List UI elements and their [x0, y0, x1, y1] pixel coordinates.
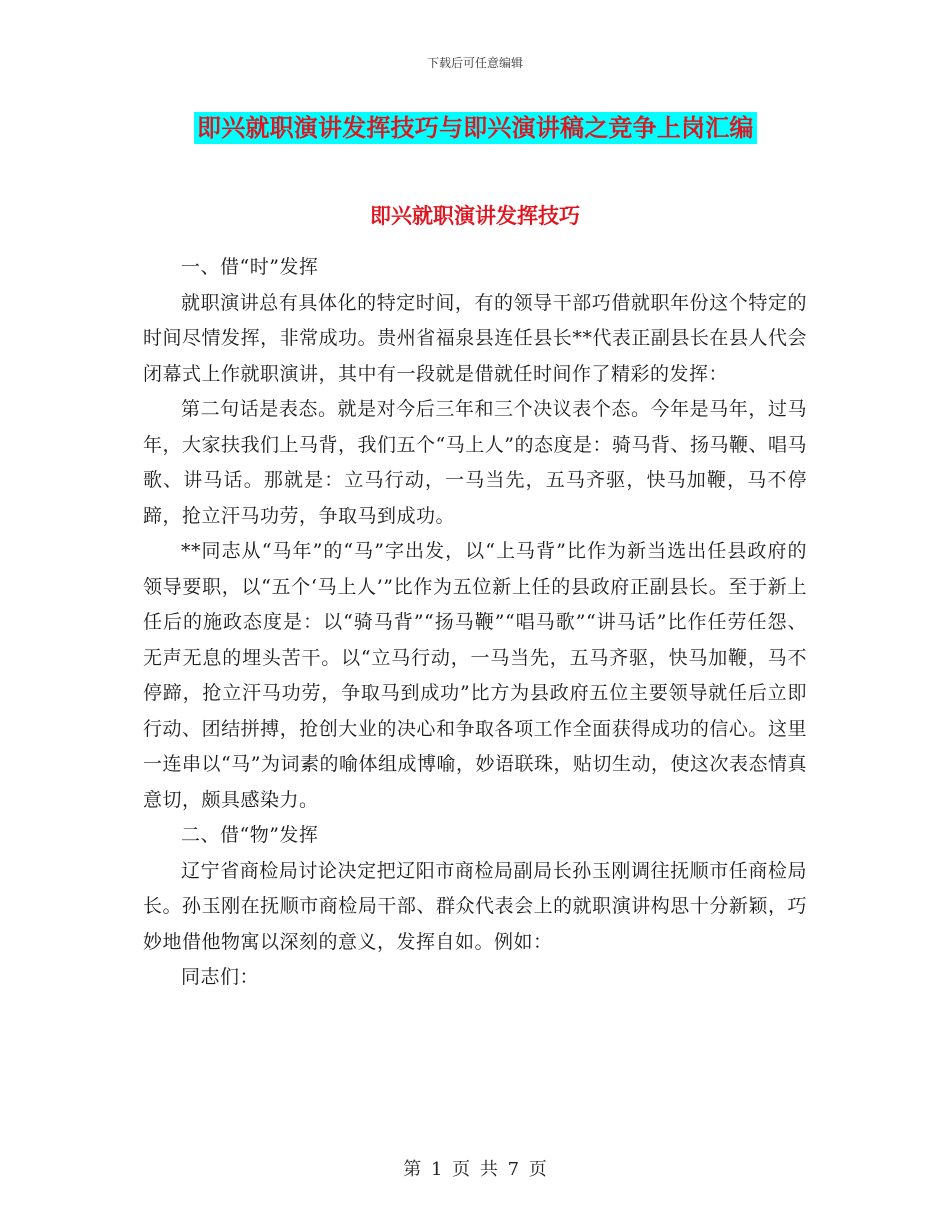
- page-footer: 第 1 页 共 7 页: [403, 1159, 547, 1180]
- document-title: 即兴就职演讲发挥技巧与即兴演讲稿之竞争上岗汇编: [194, 112, 757, 144]
- paragraph: 第二句话是表态。就是对今后三年和三个决议表个态。今年是马年，过马年，大家扶我们上马背，我们五个“马上人”的态度是：骑马背、扬马鞭、唱马歌、讲马话。那就是：立马行动，一马当先，五马齐驱，快马加鞭，马不停蹄，抢立汗马功劳，争取马到成功。: [143, 398, 807, 527]
- section-title: 即兴就职演讲发挥技巧: [370, 203, 580, 228]
- paragraph: **同志从“马年”的“马”字出发，以“上马背”比作为新当选出任县政府的领导要职，以“五个‘马上人’”比作为五位新上任的县政府正副县长。至于新上任后的施政态度是：以“骑马背”“扬马鞭”“唱马歌”“讲马话”比作任劳任怨、无声无息的埋头苦干。以“立马行动，一马当先，五马齐驱，快马加鞭，马不停蹄，抢立汗马功劳，争取马到成功”比方为县政府五位主要领导就任后立即行动、团结拼搏，抢创大业的决心和争取各项工作全面获得成功的信心。这里一连串以“马”为词素的喻体组成博喻，妙语联珠，贴切生动，使这次表态情真意切，颇具感染力。: [143, 540, 807, 811]
- header-note: 下载后可任意编辑: [426, 56, 523, 70]
- heading-borrow-time: 一、借“时”发挥: [181, 256, 319, 278]
- document-body: [143, 250, 807, 996]
- paragraph: 就职演讲总有具体化的特定时间，有的领导干部巧借就职年份这个特定的时间尽情发挥，非常成功。贵州省福泉县连任县长**代表正副县长在县人代会闭幕式上作就职演讲，其中有一段就是借就任时间作了精彩的发挥：: [143, 291, 807, 385]
- paragraph: 辽宁省商检局讨论决定把辽阳市商检局副局长孙玉刚调往抚顺市任商检局长。孙玉刚在抚顺市商检局干部、群众代表会上的就职演讲构思十分新颖，巧妙地借他物寓以深刻的意义，发挥自如。例如：: [143, 859, 807, 953]
- heading-borrow-object: 二、借“物”发挥: [181, 824, 319, 846]
- paragraph: 同志们：: [181, 966, 260, 988]
